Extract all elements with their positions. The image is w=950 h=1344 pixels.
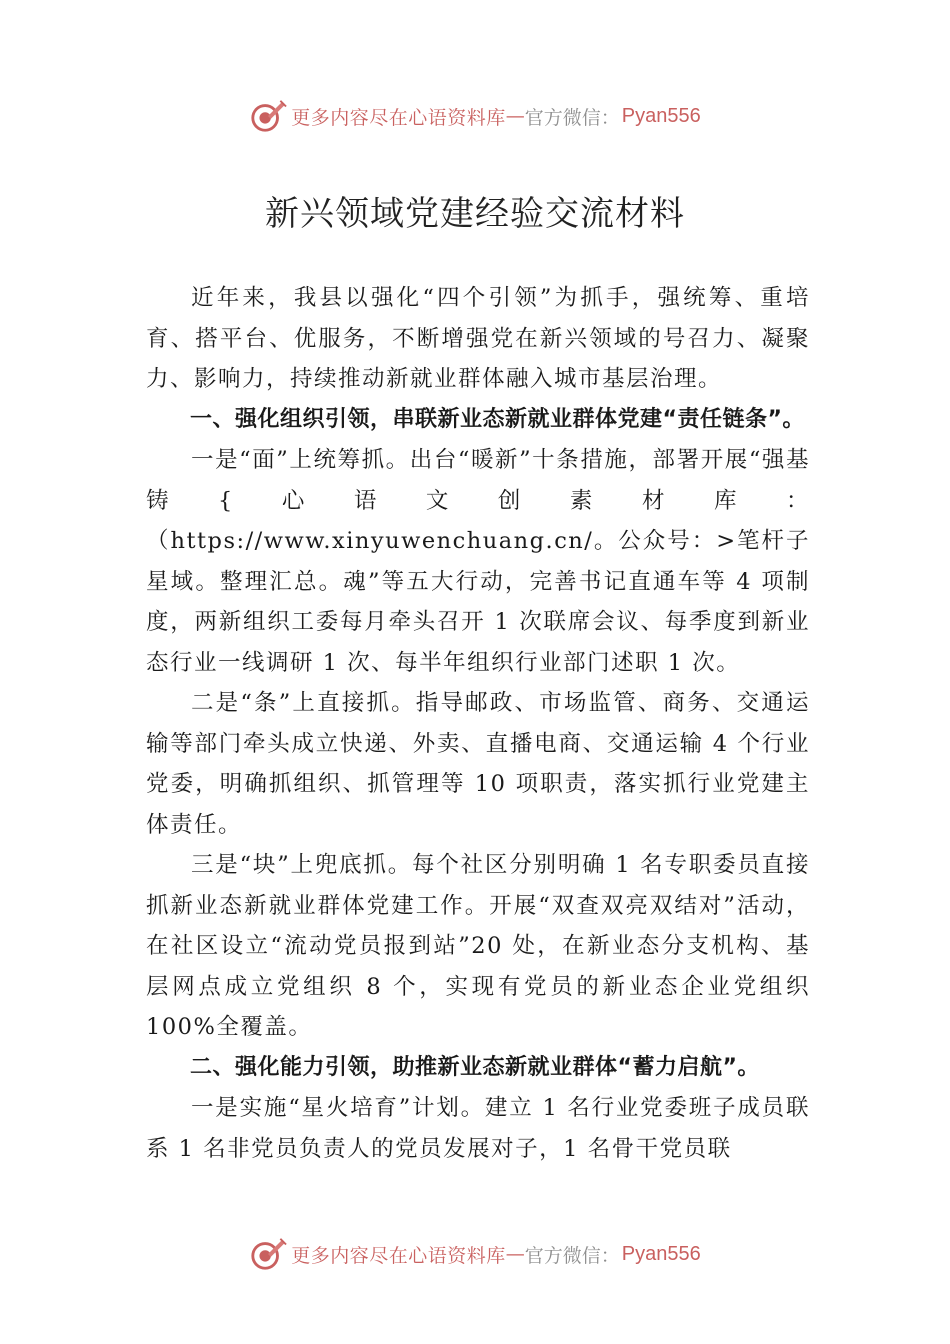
body-paragraph: 一是实施“星火培育”计划。建立 1 名行业党委班子成员联系 1 名非党员负责人的党员发展对子，1 名骨干党员联 [146, 1095, 810, 1162]
watermark-separator: — [505, 1243, 525, 1265]
section-heading-1: 一、强化组织引领，串联新业态新就业群体党建“责任链条”。 [190, 406, 805, 432]
watermark-brand: 更多内容尽在心语资料库 [291, 106, 506, 129]
watermark-wechat-label: 官方微信： [524, 1244, 620, 1267]
body-paragraph: 一是“面”上统筹抓。出台“暖新”十条措施，部署开展“强基铸{心语文创素材库：（https://www.xinyuwenchuang.cn/。公众号：>笔杆子星域。整理汇总。魂”等五大行动，完善书记直通车等 4 项制度，两新组织工委每月牵头召开 1 次联席会议、每季度到新业态行业一线调研 1 次、每半年组织行业部门述职 1 次。 [146, 447, 810, 676]
pen-seal-logo-icon [249, 97, 287, 135]
watermark-wechat-label: 官方微信： [524, 106, 620, 129]
pen-seal-logo-icon [249, 1235, 287, 1273]
section-heading-2: 二、强化能力引领，助推新业态新就业群体“蓄力启航”。 [190, 1054, 760, 1080]
watermark-header [0, 96, 950, 136]
watermark-footer [0, 1234, 950, 1274]
intro-paragraph: 近年来，我县以强化“四个引领”为抓手，强统筹、重培育、搭平台、优服务，不断增强党在新兴领域的号召力、凝聚力、影响力，持续推动新就业群体融入城市基层治理。 [146, 285, 810, 392]
body-paragraph: 二是“条”上直接抓。指导邮政、市场监管、商务、交通运输等部门牵头成立快递、外卖、直播电商、交通运输 4 个行业党委，明确抓组织、抓管理等 10 项职责，落实抓行业党建主体责任。 [146, 690, 810, 838]
watermark-brand: 更多内容尽在心语资料库 [291, 1244, 506, 1267]
document-body [146, 278, 810, 1169]
watermark-wechat-id: Pyan556 [621, 1242, 701, 1265]
watermark-wechat-id: Pyan556 [621, 104, 701, 127]
watermark-separator: — [505, 105, 525, 127]
document-title: 新兴领域党建经验交流材料 [265, 194, 685, 234]
body-paragraph: 三是“块”上兜底抓。每个社区分别明确 1 名专职委员直接抓新业态新就业群体党建工作。开展“双查双亮双结对”活动，在社区设立“流动党员报到站”20 处，在新业态分支机构、基层网点成立党组织 8 个，实现有党员的新业态企业党组织 100%全覆盖。 [146, 852, 810, 1040]
